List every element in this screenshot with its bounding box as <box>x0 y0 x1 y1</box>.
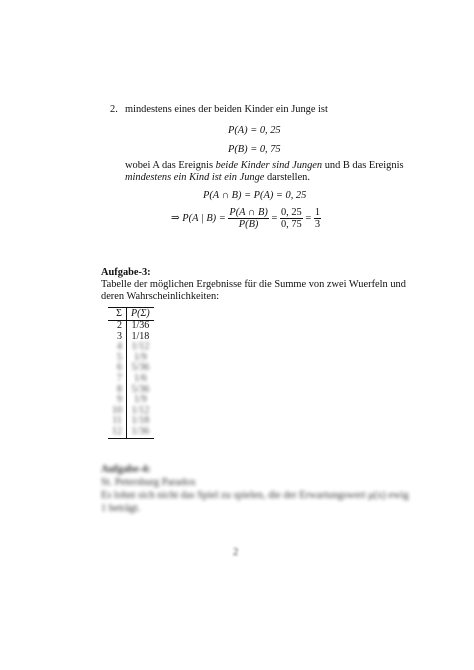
table-row <box>108 385 154 396</box>
table-cell-probability: 1/12 <box>131 341 150 353</box>
equals-sign: = <box>271 213 278 224</box>
table-cell-probability: 1/36 <box>127 427 154 438</box>
table-cell-sum: 5 <box>108 353 127 364</box>
table-cell-probability: 1/36 <box>131 320 150 331</box>
table-cell-probability: 1/6 <box>133 372 147 384</box>
table-cell-probability: 5/36 <box>131 383 150 395</box>
list-number: 2. <box>110 104 118 115</box>
table-cell-probability: 1/9 <box>133 394 147 406</box>
fraction-conditional <box>228 207 268 230</box>
table-cell-sum: 7 <box>108 374 127 385</box>
fraction-numerator: 1 <box>314 207 321 218</box>
table-cell-probability: 1/18 <box>131 415 150 427</box>
table-cell-sum: 3 <box>108 332 127 343</box>
table-cell-sum: 11 <box>108 416 127 427</box>
fraction-denominator: 3 <box>314 219 321 230</box>
table-cell-sum: 9 <box>108 395 127 406</box>
equation-intersection: P(A ∩ B) = P(A) = 0, 25 <box>203 190 307 201</box>
table-cell-sum: 4 <box>108 342 127 353</box>
fraction-numerator: 0, 25 <box>280 207 302 218</box>
table-cell-sum: 12 <box>108 427 127 438</box>
fraction-denominator: 0, 75 <box>280 219 302 230</box>
table-cell-sum: 2 <box>108 321 127 332</box>
section-subheading: St. Petersburg Paradox <box>101 477 196 488</box>
item-text: mindestens eines der beiden Kinder ein Junge ist <box>125 104 328 115</box>
table-row <box>108 363 154 374</box>
table-cell-probability: 1/9 <box>133 351 147 363</box>
description-text: und B das Ereignis <box>322 160 404 171</box>
table-row <box>108 427 154 438</box>
table-row <box>108 321 154 332</box>
table-cell-probability: 1/18 <box>131 330 150 342</box>
fraction-numerator: P(A ∩ B) <box>229 207 268 218</box>
table-header-probability: P(Σ) <box>127 308 154 321</box>
description-line-2 <box>125 171 310 184</box>
table-header-row <box>108 308 154 321</box>
table-cell-probability: 5/36 <box>131 362 150 374</box>
fraction-values <box>280 207 303 230</box>
equation-conditional <box>171 207 321 230</box>
table-row <box>108 342 154 353</box>
table-header-sum: Σ <box>108 308 127 321</box>
table-cell-sum: 6 <box>108 363 127 374</box>
section-text-line-2: 1 beträgt. <box>101 503 141 514</box>
section-heading: Aufgabe-3: <box>101 267 151 278</box>
table-cell-probability: 1/12 <box>131 404 150 416</box>
table-row <box>108 374 154 385</box>
description-text: wobei A das Ereignis <box>125 160 216 171</box>
section-text-line-2: deren Wahrscheinlichkeiten: <box>101 291 220 302</box>
conditional-lhs: ⇒ P(A | B) = <box>171 213 226 224</box>
page-number: 2 <box>233 547 239 558</box>
description-text: darstellen. <box>264 172 310 183</box>
equation-pa: P(A) = 0, 25 <box>228 125 281 136</box>
section-text-line-1: Es lohnt sich nicht das Spiel zu spielen, die der Erwartungswert μ(x) ewig <box>101 490 409 501</box>
section-heading: Aufgabe-4: <box>101 464 151 475</box>
equals-sign: = <box>305 213 312 224</box>
probability-table <box>108 307 154 439</box>
section-text-line-1: Tabelle der möglichen Ergebnisse für die Summe von zwei Wuerfeln und <box>101 279 406 290</box>
fraction-denominator: P(B) <box>238 219 259 230</box>
equation-pb: P(B) = 0, 75 <box>228 144 281 155</box>
table-cell-sum: 10 <box>108 406 127 417</box>
description-emphasis: mindestens ein Kind ist ein Junge <box>125 172 265 183</box>
table-cell-sum: 8 <box>108 385 127 396</box>
description-emphasis: beide Kinder sind Jungen <box>215 160 323 171</box>
fraction-result <box>314 207 321 230</box>
